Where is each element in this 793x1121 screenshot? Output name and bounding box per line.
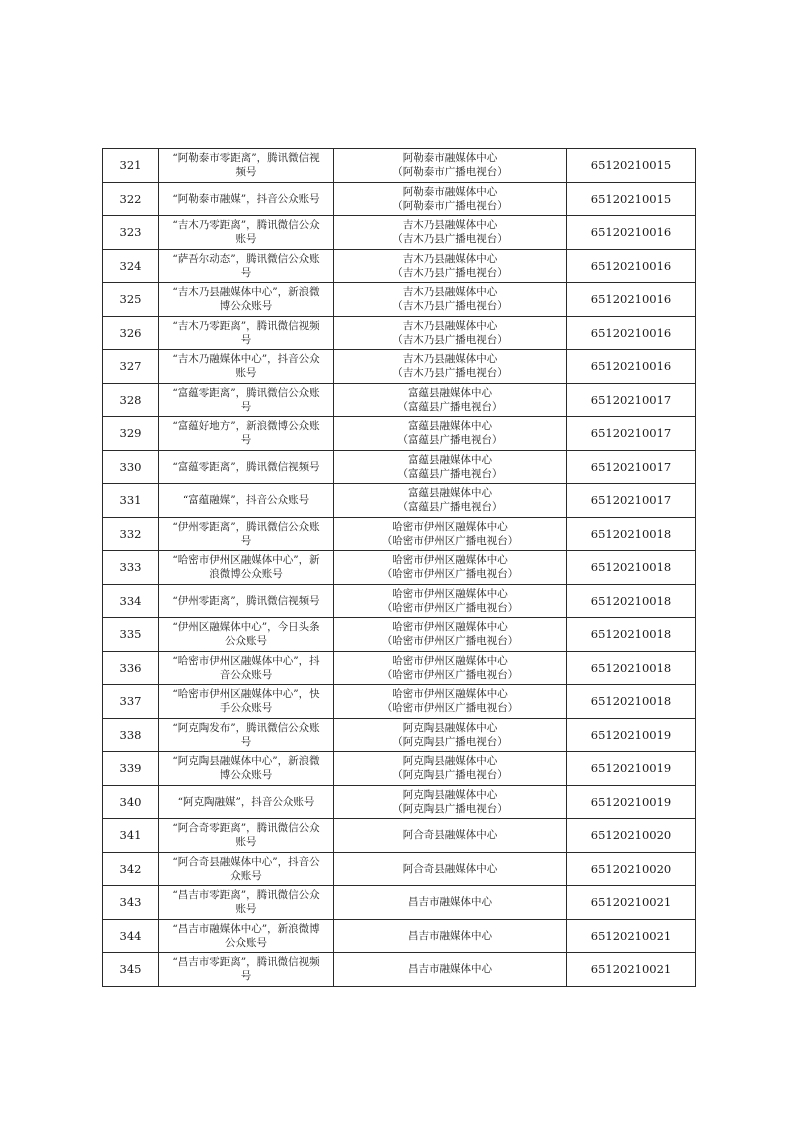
organization-cell	[334, 919, 567, 953]
organization-name: 吉木乃县融媒体中心	[402, 219, 498, 232]
organization-alt-name: （阿克陶县广播电视台）	[392, 802, 508, 815]
table-row	[103, 517, 696, 551]
organization-name: 阿克陶县融媒体中心	[402, 755, 498, 768]
row-number-cell: 325	[103, 283, 159, 317]
organization-cell	[334, 752, 567, 786]
organization-name: 阿勒泰市融媒体中心	[402, 185, 498, 198]
license-code-cell: 65120210019	[567, 785, 696, 819]
organization-name: 阿合奇县融媒体中心	[402, 829, 498, 842]
organization-name: 吉木乃县融媒体中心	[402, 353, 498, 366]
table-row	[103, 551, 696, 585]
row-number-cell: 339	[103, 752, 159, 786]
row-number-cell: 326	[103, 316, 159, 350]
organization-cell	[334, 283, 567, 317]
row-number-cell: 321	[103, 149, 159, 183]
row-number-cell: 337	[103, 685, 159, 719]
license-code-cell: 65120210021	[567, 919, 696, 953]
organization-cell	[334, 886, 567, 920]
license-code-cell: 65120210020	[567, 819, 696, 853]
account-cell	[159, 216, 334, 250]
organization-alt-name: （哈密市伊州区广播电视台）	[381, 534, 519, 547]
account-cell	[159, 350, 334, 384]
organization-name: 哈密市伊州区融媒体中心	[392, 654, 508, 667]
license-code-cell: 65120210018	[567, 651, 696, 685]
table-row	[103, 685, 696, 719]
table-row	[103, 919, 696, 953]
account-name: “吉木乃零距离”，腾讯微信视频号	[172, 319, 320, 346]
organization-alt-name: （阿勒泰市广播电视台）	[392, 199, 508, 212]
account-name: “阿合奇零距离”，腾讯微信公众账号	[172, 822, 320, 849]
table-row	[103, 618, 696, 652]
organization-cell	[334, 417, 567, 451]
account-name: “伊州零距离”，腾讯微信视频号	[172, 594, 320, 607]
table-row	[103, 316, 696, 350]
row-number-cell: 322	[103, 182, 159, 216]
account-cell	[159, 685, 334, 719]
license-code-cell: 65120210017	[567, 450, 696, 484]
organization-cell	[334, 249, 567, 283]
account-cell	[159, 249, 334, 283]
organization-cell	[334, 819, 567, 853]
account-name: “富蕴零距离”，腾讯微信公众账号	[172, 386, 320, 413]
organization-cell	[334, 551, 567, 585]
account-name: “哈密市伊州区融媒体中心”，抖音公众账号	[172, 654, 320, 681]
table-row	[103, 819, 696, 853]
row-number-cell: 331	[103, 484, 159, 518]
row-number-cell: 329	[103, 417, 159, 451]
organization-cell	[334, 149, 567, 183]
account-cell	[159, 383, 334, 417]
organization-alt-name: （吉木乃县广播电视台）	[392, 333, 508, 346]
account-cell	[159, 852, 334, 886]
account-cell	[159, 316, 334, 350]
license-code-cell: 65120210019	[567, 752, 696, 786]
organization-name: 阿克陶县融媒体中心	[402, 788, 498, 801]
table-row	[103, 852, 696, 886]
table-row	[103, 484, 696, 518]
account-cell	[159, 149, 334, 183]
row-number-cell: 330	[103, 450, 159, 484]
license-code-cell: 65120210020	[567, 852, 696, 886]
table-row	[103, 752, 696, 786]
table-row	[103, 417, 696, 451]
table-row	[103, 718, 696, 752]
row-number-cell: 344	[103, 919, 159, 953]
row-number-cell: 340	[103, 785, 159, 819]
organization-alt-name: （哈密市伊州区广播电视台）	[381, 568, 519, 581]
organization-alt-name: （吉木乃县广播电视台）	[392, 233, 508, 246]
account-name: “哈密市伊州区融媒体中心”，新浪微博公众账号	[172, 554, 320, 581]
license-code-cell: 65120210017	[567, 417, 696, 451]
license-code-cell: 65120210017	[567, 383, 696, 417]
organization-cell	[334, 484, 567, 518]
account-name: “伊州区融媒体中心”，今日头条公众账号	[172, 621, 320, 648]
table-row	[103, 216, 696, 250]
table-row	[103, 953, 696, 987]
table-row	[103, 584, 696, 618]
organization-alt-name: （阿勒泰市广播电视台）	[392, 166, 508, 179]
account-cell	[159, 752, 334, 786]
organization-cell	[334, 651, 567, 685]
row-number-cell: 333	[103, 551, 159, 585]
license-code-cell: 65120210018	[567, 517, 696, 551]
table-row	[103, 182, 696, 216]
account-cell	[159, 785, 334, 819]
license-code-cell: 65120210016	[567, 283, 696, 317]
organization-alt-name: （富蕴县广播电视台）	[397, 434, 503, 447]
license-code-cell: 65120210015	[567, 182, 696, 216]
table-body	[103, 149, 696, 987]
organization-cell	[334, 383, 567, 417]
row-number-cell: 332	[103, 517, 159, 551]
table-row	[103, 149, 696, 183]
organization-name: 昌吉市融媒体中心	[408, 929, 492, 942]
account-cell	[159, 417, 334, 451]
account-cell	[159, 618, 334, 652]
organization-name: 富蕴县融媒体中心	[408, 386, 492, 399]
organization-name: 阿勒泰市融媒体中心	[402, 152, 498, 165]
account-name: “昌吉市零距离”，腾讯微信公众账号	[172, 889, 320, 916]
organization-alt-name: （富蕴县广播电视台）	[397, 467, 503, 480]
account-name: “阿克陶融媒”，抖音公众账号	[177, 795, 315, 808]
organization-cell	[334, 517, 567, 551]
account-cell	[159, 182, 334, 216]
organization-name: 吉木乃县融媒体中心	[402, 252, 498, 265]
organization-name: 吉木乃县融媒体中心	[402, 319, 498, 332]
account-name: “阿克陶发布”，腾讯微信公众账号	[172, 721, 320, 748]
account-name: “富蕴好地方”，新浪微博公众账号	[172, 420, 320, 447]
row-number-cell: 336	[103, 651, 159, 685]
organization-name: 昌吉市融媒体中心	[408, 963, 492, 976]
row-number-cell: 343	[103, 886, 159, 920]
account-cell	[159, 484, 334, 518]
license-code-cell: 65120210019	[567, 718, 696, 752]
row-number-cell: 335	[103, 618, 159, 652]
table-row	[103, 249, 696, 283]
organization-alt-name: （吉木乃县广播电视台）	[392, 367, 508, 380]
account-name: “富蕴零距离”，腾讯微信视频号	[172, 460, 320, 473]
account-name: “吉木乃融媒体中心”，抖音公众账号	[172, 353, 320, 380]
account-cell	[159, 551, 334, 585]
table-row	[103, 651, 696, 685]
account-cell	[159, 517, 334, 551]
row-number-cell: 342	[103, 852, 159, 886]
organization-cell	[334, 216, 567, 250]
organization-alt-name: （哈密市伊州区广播电视台）	[381, 601, 519, 614]
account-name: “哈密市伊州区融媒体中心”，快手公众账号	[172, 688, 320, 715]
account-cell	[159, 584, 334, 618]
license-code-cell: 65120210018	[567, 584, 696, 618]
account-cell	[159, 718, 334, 752]
table-row	[103, 450, 696, 484]
row-number-cell: 338	[103, 718, 159, 752]
account-name: “阿勒泰市融媒”，抖音公众账号	[172, 192, 320, 205]
license-code-cell: 65120210018	[567, 685, 696, 719]
organization-cell	[334, 718, 567, 752]
account-name: “昌吉市零距离”，腾讯微信视频号	[172, 956, 320, 983]
account-cell	[159, 886, 334, 920]
table-row	[103, 785, 696, 819]
organization-alt-name: （阿克陶县广播电视台）	[392, 769, 508, 782]
table-row	[103, 350, 696, 384]
organization-name: 吉木乃县融媒体中心	[402, 286, 498, 299]
row-number-cell: 324	[103, 249, 159, 283]
organization-alt-name: （吉木乃县广播电视台）	[392, 266, 508, 279]
registry-table	[102, 148, 696, 987]
organization-cell	[334, 584, 567, 618]
row-number-cell: 327	[103, 350, 159, 384]
row-number-cell: 328	[103, 383, 159, 417]
account-name: “吉木乃零距离”，腾讯微信公众账号	[172, 219, 320, 246]
account-name: “昌吉市融媒体中心”，新浪微博公众账号	[172, 922, 320, 949]
account-name: “吉木乃县融媒体中心”，新浪微博公众账号	[172, 286, 320, 313]
organization-name: 哈密市伊州区融媒体中心	[392, 688, 508, 701]
license-code-cell: 65120210016	[567, 350, 696, 384]
organization-cell	[334, 450, 567, 484]
table-row	[103, 283, 696, 317]
table-row	[103, 383, 696, 417]
organization-cell	[334, 316, 567, 350]
account-name: “阿克陶县融媒体中心”，新浪微博公众账号	[172, 755, 320, 782]
organization-cell	[334, 785, 567, 819]
organization-name: 哈密市伊州区融媒体中心	[392, 621, 508, 634]
account-name: “阿合奇县融媒体中心”，抖音公众账号	[172, 855, 320, 882]
account-name: “阿勒泰市零距离”，腾讯微信视频号	[172, 152, 320, 179]
organization-name: 阿克陶县融媒体中心	[402, 721, 498, 734]
organization-cell	[334, 685, 567, 719]
license-code-cell: 65120210016	[567, 249, 696, 283]
organization-cell	[334, 618, 567, 652]
license-code-cell: 65120210021	[567, 886, 696, 920]
license-code-cell: 65120210016	[567, 216, 696, 250]
organization-name: 阿合奇县融媒体中心	[402, 862, 498, 875]
account-name: “伊州零距离”，腾讯微信公众账号	[172, 520, 320, 547]
account-cell	[159, 953, 334, 987]
license-code-cell: 65120210016	[567, 316, 696, 350]
license-code-cell: 65120210018	[567, 551, 696, 585]
organization-name: 哈密市伊州区融媒体中心	[392, 554, 508, 567]
organization-alt-name: （吉木乃县广播电视台）	[392, 300, 508, 313]
account-cell	[159, 450, 334, 484]
organization-name: 富蕴县融媒体中心	[408, 453, 492, 466]
organization-cell	[334, 350, 567, 384]
license-code-cell: 65120210017	[567, 484, 696, 518]
license-code-cell: 65120210015	[567, 149, 696, 183]
table-row	[103, 886, 696, 920]
row-number-cell: 323	[103, 216, 159, 250]
organization-alt-name: （阿克陶县广播电视台）	[392, 735, 508, 748]
organization-cell	[334, 182, 567, 216]
organization-alt-name: （哈密市伊州区广播电视台）	[381, 702, 519, 715]
row-number-cell: 341	[103, 819, 159, 853]
row-number-cell: 345	[103, 953, 159, 987]
account-name: “萨吾尔动态”，腾讯微信公众账号	[172, 252, 320, 279]
organization-alt-name: （哈密市伊州区广播电视台）	[381, 635, 519, 648]
organization-alt-name: （富蕴县广播电视台）	[397, 400, 503, 413]
organization-name: 富蕴县融媒体中心	[408, 487, 492, 500]
organization-name: 哈密市伊州区融媒体中心	[392, 587, 508, 600]
account-cell	[159, 283, 334, 317]
organization-name: 昌吉市融媒体中心	[408, 896, 492, 909]
account-cell	[159, 819, 334, 853]
row-number-cell: 334	[103, 584, 159, 618]
organization-cell	[334, 852, 567, 886]
license-code-cell: 65120210021	[567, 953, 696, 987]
account-name: “富蕴融媒”，抖音公众账号	[182, 494, 310, 507]
organization-alt-name: （富蕴县广播电视台）	[397, 501, 503, 514]
organization-name: 哈密市伊州区融媒体中心	[392, 520, 508, 533]
organization-cell	[334, 953, 567, 987]
organization-alt-name: （哈密市伊州区广播电视台）	[381, 668, 519, 681]
license-code-cell: 65120210018	[567, 618, 696, 652]
account-cell	[159, 651, 334, 685]
organization-name: 富蕴县融媒体中心	[408, 420, 492, 433]
account-cell	[159, 919, 334, 953]
